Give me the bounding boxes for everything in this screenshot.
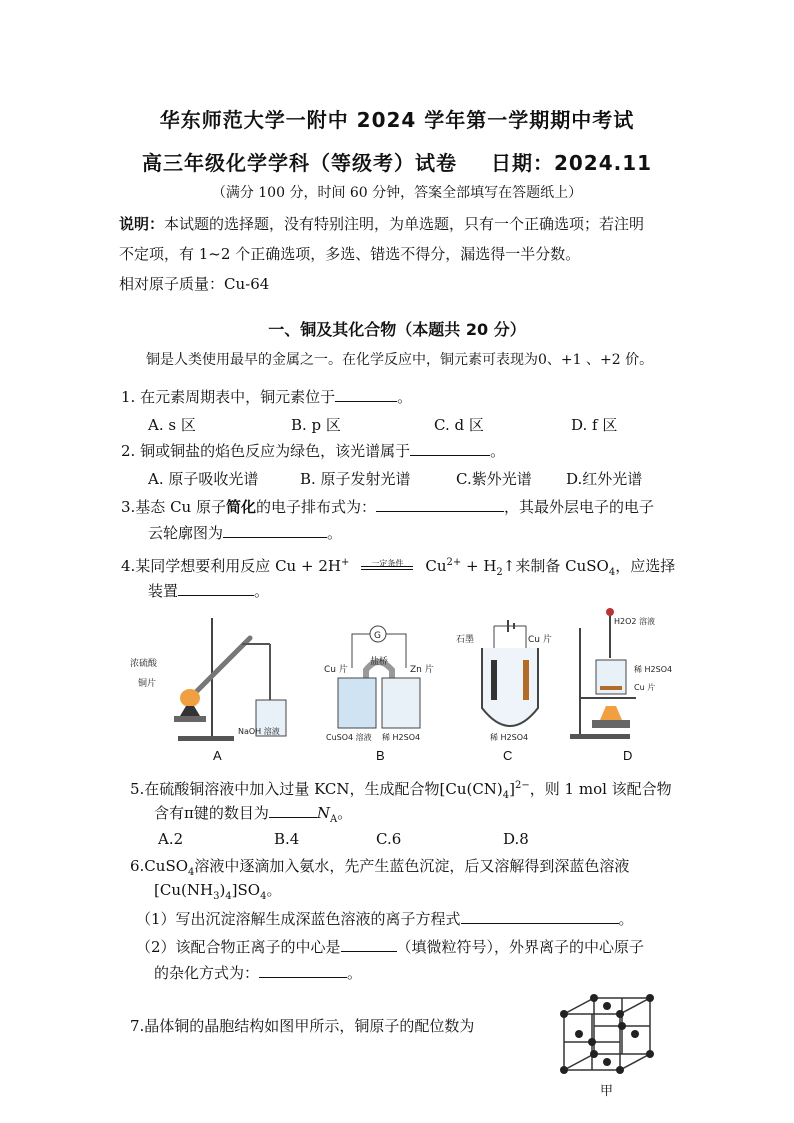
- q4-cu-charge: 2+: [446, 557, 462, 568]
- q6-formula-3: ]SO: [231, 881, 261, 899]
- q3-orbital-blank[interactable]: [223, 522, 327, 538]
- c-h2so4-label: 稀 H2SO4: [490, 733, 529, 742]
- c-cu-electrode: [523, 660, 529, 700]
- atom: [560, 1010, 568, 1018]
- d-cu-sheet: [600, 686, 622, 690]
- unit-cell-figure: [558, 992, 658, 1076]
- c-graphite-electrode: [491, 660, 497, 700]
- q6-part2-line-2: [154, 962, 362, 983]
- q2-end: 。: [490, 442, 506, 460]
- q5-end: 。: [337, 804, 353, 822]
- d-h2o2-label: H2O2 溶液: [614, 617, 656, 626]
- atomic-mass: 相对原子质量：Cu-64: [119, 275, 270, 293]
- q6-sub4: 4: [188, 867, 195, 878]
- apparatus-figure: [130, 608, 690, 748]
- b-zn-label: Zn 片: [410, 665, 434, 675]
- b-right-beaker: [382, 678, 420, 728]
- figure-label-b: B: [376, 748, 385, 763]
- b-wire-left: [352, 634, 370, 668]
- a-flask-neck: [192, 638, 250, 696]
- section-intro: 铜是人类使用最早的金属之一。在化学反应中，铜元素可表现为0、+1 、+2 价。: [146, 352, 654, 368]
- d-cu-label: Cu 片: [634, 683, 656, 692]
- a-acid-label: 浓硫酸: [130, 659, 158, 669]
- q2-text: 2. 铜或铜盐的焰色反应为绿色，该光谱属于: [121, 442, 411, 460]
- c-u-tube: [482, 648, 538, 726]
- b-left-beaker: [338, 678, 376, 728]
- atom: [603, 1002, 611, 1010]
- d-flame: [600, 706, 622, 720]
- d-dropper-bulb: [606, 608, 614, 616]
- q4-line-2: [148, 580, 269, 601]
- q5-line-2: [154, 802, 352, 830]
- unit-cell-atoms: [560, 994, 654, 1074]
- b-cu-label: Cu 片: [324, 665, 348, 675]
- atom: [616, 1066, 624, 1074]
- atom: [590, 994, 598, 1002]
- exam-subtitle: [0, 147, 794, 176]
- exam-note: （满分 100 分，时间 60 分钟，答案全部填写在答题纸上）: [211, 185, 583, 201]
- q6-part2-text-2: （填微粒符号），外界离子的中心原子: [396, 938, 645, 956]
- q6-part1-text: （1）写出沉淀溶解生成深蓝色溶液的离子方程式: [136, 910, 461, 928]
- q5-option-b[interactable]: B.4: [274, 830, 300, 848]
- c-graphite-label: 石墨: [456, 635, 475, 645]
- q2-answer-blank[interactable]: [410, 440, 490, 456]
- q3-bold: 简化: [226, 498, 257, 516]
- q3-config-blank[interactable]: [376, 496, 504, 512]
- b-cuso4-label: CuSO4 溶液: [326, 733, 372, 742]
- q1-option-d[interactable]: D. f 区: [571, 416, 618, 434]
- section-title: 一、铜及其化合物（本题共 20 分）: [268, 320, 526, 339]
- q2-option-b[interactable]: B. 原子发射光谱: [300, 470, 411, 488]
- q3-line-2: [148, 522, 342, 543]
- q4-answer-blank[interactable]: [178, 580, 254, 596]
- q1-text: 1. 在元素周期表中，铜元素位于: [121, 388, 336, 406]
- q4-stem: [121, 553, 675, 583]
- q6-sub3: 3: [213, 891, 220, 902]
- q3-text-4: 云轮廓图为: [148, 524, 224, 542]
- instructions-text-1: 本试题的选择题，没有特别注明，为单选题，只有一个正确选项；若注明: [164, 215, 645, 233]
- subtitle-text: 高三年级化学学科（等级考）试卷: [141, 151, 457, 175]
- cell-edge-2: [620, 998, 650, 1014]
- q6-equation-blank[interactable]: [461, 908, 619, 924]
- q5-text-1: 5.在硫酸铜溶液中加入过量 KCN，生成配合物[Cu(CN): [130, 780, 503, 798]
- q4-text-3: ，应选择: [615, 557, 676, 575]
- q2-option-d[interactable]: D.红外光谱: [566, 470, 643, 488]
- d-burner: [592, 720, 630, 728]
- figure-label-a: A: [213, 748, 222, 763]
- q6-sub4-c: 4: [260, 891, 267, 902]
- a-cu-label: 铜片: [138, 679, 157, 689]
- q4-h2-sub: 2: [496, 567, 503, 578]
- q6-part2-text-3: 的杂化方式为：: [154, 964, 260, 982]
- atom: [588, 1038, 596, 1046]
- b-wire-right: [386, 634, 406, 668]
- q4-condition: 一定条件: [371, 559, 404, 568]
- b-bridge-label: 盐桥: [370, 657, 389, 667]
- q3-text-2: 的电子排布式为：: [256, 498, 377, 516]
- q4-h-charge: +: [340, 557, 350, 568]
- a-naoh-label: NaOH 溶液: [238, 727, 280, 736]
- q5-answer-blank[interactable]: [269, 802, 317, 818]
- exam-date: 日期：2024.11: [490, 151, 653, 175]
- atom: [616, 1010, 624, 1018]
- q1-end: 。: [397, 388, 413, 406]
- atom: [560, 1066, 568, 1074]
- atom: [618, 1022, 626, 1030]
- q2-option-c[interactable]: C.紫外光谱: [456, 470, 532, 488]
- atom: [631, 1030, 639, 1038]
- a-burner-base: [174, 716, 206, 722]
- a-flask-liquid: [180, 689, 200, 707]
- q4-cu: Cu: [425, 557, 447, 575]
- instructions-line-1: [119, 214, 644, 234]
- exam-title: 华东师范大学一附中 2024 学年第一学期期中考试: [159, 108, 635, 132]
- q5-option-a[interactable]: A.2: [158, 830, 184, 848]
- q1-option-b[interactable]: B. p 区: [291, 416, 341, 434]
- q6-formula-end: 。: [266, 881, 282, 899]
- c-cu-label: Cu 片: [528, 635, 552, 645]
- q2-stem: [121, 440, 505, 461]
- a-burner: [180, 706, 200, 716]
- q5-text-3: ，则 1 mol 该配合物: [529, 780, 672, 798]
- q3-end: 。: [327, 524, 343, 542]
- q3-text-3: ，其最外层电子的电子: [504, 498, 655, 516]
- d-h2so4-label: 稀 H2SO4: [634, 665, 673, 674]
- b-h2so4-label: 稀 H2SO4: [382, 733, 421, 742]
- q6-part1: [136, 908, 634, 929]
- q1-option-c[interactable]: C. d 区: [434, 416, 484, 434]
- q4-arrow-line-1: [361, 566, 413, 567]
- q6-center-ion-blank[interactable]: [341, 936, 397, 952]
- q5-na: N: [316, 804, 330, 822]
- unit-cell-label: 甲: [600, 1084, 614, 1099]
- q5-option-c[interactable]: C.6: [376, 830, 402, 848]
- q2-option-a[interactable]: A. 原子吸收光谱: [148, 470, 259, 488]
- instructions-label: 说明：: [119, 215, 165, 233]
- b-g-label: G: [374, 631, 381, 641]
- q6-text-1: 6.CuSO: [130, 857, 189, 875]
- apparatus-d: [570, 608, 672, 739]
- atom: [575, 1030, 583, 1038]
- atom: [646, 994, 654, 1002]
- apparatus-a: [130, 618, 286, 741]
- q6-hybridization-blank[interactable]: [259, 962, 347, 978]
- q5-option-d[interactable]: D.8: [503, 830, 529, 848]
- atom: [646, 1050, 654, 1058]
- q4-text-2: ↑来制备 CuSO: [502, 557, 609, 575]
- cell-edge-4: [620, 1054, 650, 1070]
- q4-so4-sub: 4: [608, 567, 616, 578]
- q6-stem: [130, 856, 629, 883]
- q6-formula-2: ): [219, 881, 226, 899]
- q1-stem: [121, 386, 412, 407]
- q4-text-4: 装置: [148, 582, 179, 600]
- q4-arrow-line-2: [361, 569, 413, 570]
- q7-stem: 7.晶体铜的晶胞结构如图甲所示，铜原子的配位数为: [130, 1017, 475, 1035]
- cell-edge-1: [564, 998, 594, 1014]
- q4-reaction-arrow: [357, 560, 417, 574]
- instructions-line-2: 不定项，有 1~2 个正确选项，多选、错选不得分，漏选得一半分数。: [119, 245, 581, 263]
- q6-sub4-b: 4: [225, 891, 232, 902]
- q4-text-1: 4.某同学想要利用反应 Cu + 2H: [121, 557, 341, 575]
- q6-text-2: 溶液中逐滴加入氨水，先产生蓝色沉淀，后又溶解得到深蓝色溶液: [194, 857, 630, 875]
- q1-option-a[interactable]: A. s 区: [148, 416, 196, 434]
- q5-text-2: ]: [509, 780, 516, 798]
- figure-label-c: C: [503, 748, 513, 763]
- atom: [590, 1050, 598, 1058]
- q3-text-1: 3.基态 Cu 原子: [121, 498, 226, 516]
- a-stand-base: [178, 736, 234, 741]
- q5-sub4: 4: [502, 790, 510, 801]
- q3-stem: [121, 496, 654, 517]
- q1-answer-blank[interactable]: [335, 386, 397, 402]
- q4-end: 。: [254, 582, 270, 600]
- q5-text-4: 含有π键的数目为: [154, 804, 269, 822]
- q6-part2: [136, 936, 644, 957]
- d-stand-base: [570, 734, 630, 739]
- q6-formula-1: [Cu(NH: [154, 881, 214, 899]
- cell-edge-3: [564, 1054, 594, 1070]
- atom: [603, 1058, 611, 1066]
- q5-charge: 2−: [515, 780, 530, 791]
- q6-line-2: [154, 880, 282, 907]
- apparatus-b: [324, 626, 434, 742]
- q6-part1-end: 。: [618, 910, 634, 928]
- q6-part2-end: 。: [347, 964, 363, 982]
- q4-h2: + H: [461, 557, 497, 575]
- q5-na-sub: A: [329, 814, 338, 825]
- q6-part2-text: （2）该配合物正离子的中心是: [136, 938, 341, 956]
- figure-label-d: D: [623, 748, 633, 763]
- apparatus-c: [456, 620, 552, 742]
